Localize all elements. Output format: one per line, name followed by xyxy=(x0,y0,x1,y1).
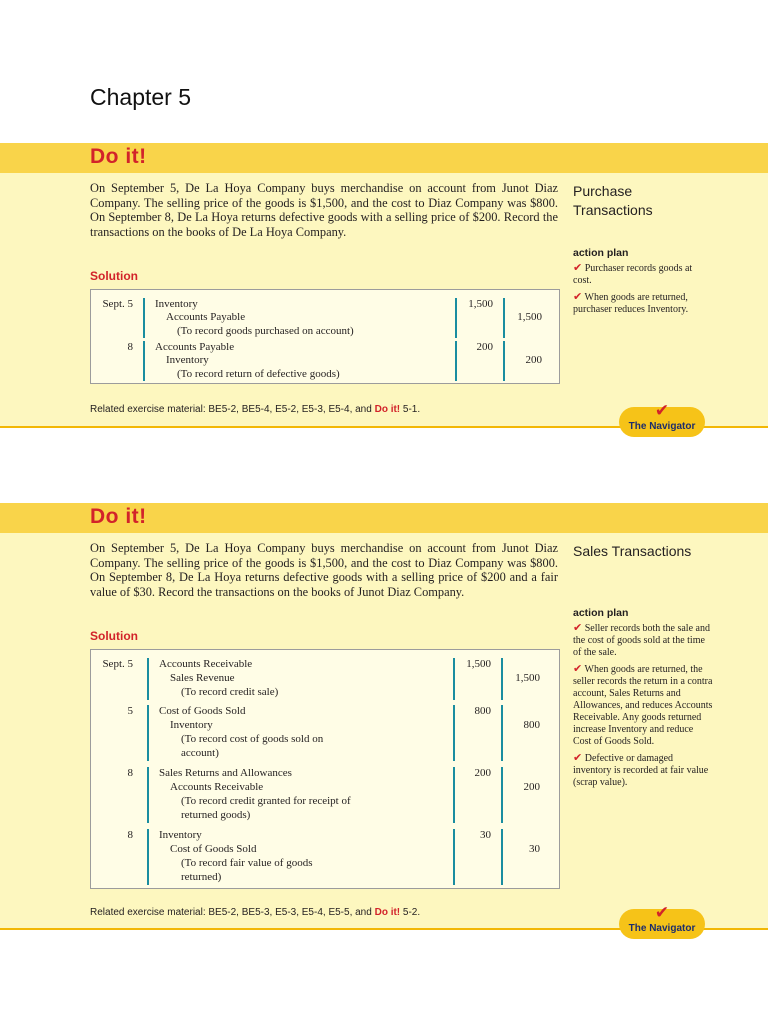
sidebar-topic-title: Purchase Transactions xyxy=(573,183,653,218)
action-plan-label: action plan xyxy=(573,607,629,619)
entry-memo: (To record credit granted for receipt of xyxy=(181,795,351,807)
do-it-heading: Do it! xyxy=(90,145,147,168)
entry-memo-continued: returned goods) xyxy=(181,809,251,821)
debit-rule xyxy=(147,829,149,885)
do-it-panel-1 xyxy=(0,143,768,432)
action-plan-list xyxy=(573,262,713,320)
do-it-panel-2 xyxy=(0,503,768,934)
chapter-title: Chapter 5 xyxy=(90,84,192,110)
journal-entry xyxy=(91,767,559,823)
entry-memo: (To record credit sale) xyxy=(181,686,279,698)
debit-rule xyxy=(143,341,145,381)
credit-account: Inventory xyxy=(170,719,213,731)
entry-memo: (To record return of defective goods) xyxy=(177,368,340,380)
debit-account: Inventory xyxy=(155,298,198,310)
solution-label: Solution xyxy=(90,629,138,643)
check-mark-icon: ✔ xyxy=(573,261,583,274)
debit-amount: 30 xyxy=(480,829,491,841)
debit-rule xyxy=(147,767,149,823)
entry-date: 8 xyxy=(127,767,133,779)
credit-amount: 200 xyxy=(525,354,542,366)
action-plan-item: ✔ When goods are returned, purchaser reduces Inventory. xyxy=(573,290,689,315)
debit-account: Accounts Receivable xyxy=(159,658,253,670)
debit-account: Cost of Goods Sold xyxy=(159,705,246,717)
entry-memo: (To record fair value of goods xyxy=(181,857,313,869)
credit-account: Accounts Receivable xyxy=(170,781,264,793)
debit-rule xyxy=(147,658,149,700)
check-mark-icon: ✔ xyxy=(573,662,583,675)
check-mark-icon: ✔ xyxy=(573,751,583,764)
related-exercise-material: Related exercise material: BE5-2, BE5-3, E5-3, E5-4, E5-5, and Do it! 5-2. xyxy=(90,907,421,918)
entry-memo: (To record goods purchased on account) xyxy=(177,325,354,337)
check-mark-icon: ✔ xyxy=(654,401,670,421)
entry-memo: (To record cost of goods sold on xyxy=(181,733,324,745)
entry-memo-continued: account) xyxy=(181,747,219,759)
debit-amount: 800 xyxy=(474,705,491,717)
journal-entry xyxy=(91,829,559,885)
journal-entries-box xyxy=(90,649,560,889)
journal-entry xyxy=(91,341,559,381)
entry-memo-continued: returned) xyxy=(181,871,222,883)
credit-amount: 30 xyxy=(529,843,540,855)
credit-column-rule xyxy=(501,705,503,761)
credit-account: Cost of Goods Sold xyxy=(170,843,257,855)
entry-date: 5 xyxy=(127,705,133,717)
credit-column-rule xyxy=(501,767,503,823)
debit-account: Inventory xyxy=(159,829,202,841)
action-plan-item: ✔ Seller records both the sale and the cost of goods sold at the time of the sale. xyxy=(573,621,710,658)
check-mark-icon: ✔ xyxy=(573,621,583,634)
action-plan-label: action plan xyxy=(573,247,629,259)
do-it-heading: Do it! xyxy=(90,505,147,528)
solution-label: Solution xyxy=(90,269,138,283)
credit-account: Sales Revenue xyxy=(170,672,235,684)
journal-entry xyxy=(91,658,559,700)
credit-amount: 200 xyxy=(523,781,540,793)
entry-date: Sept. 5 xyxy=(102,658,133,670)
debit-amount: 200 xyxy=(474,767,491,779)
action-plan-list xyxy=(573,622,713,793)
debit-account: Sales Returns and Allowances xyxy=(159,767,292,779)
debit-rule xyxy=(143,298,145,338)
debit-amount: 1,500 xyxy=(468,298,493,310)
problem-paragraph: On September 5, De La Hoya Company buys merchandise on account from Junot Diaz Company. The selling price of the goods is $1,500, and the cost to Diaz Company was $800. On September 8, De La Hoya returns defective goods with a selling price of $200. Record the transactions on the books of De La Hoya Company. xyxy=(90,181,558,239)
related-exercise-material: Related exercise material: BE5-2, BE5-4, E5-2, E5-3, E5-4, and Do it! 5-1. xyxy=(90,404,421,415)
debit-rule xyxy=(147,705,149,761)
credit-account: Accounts Payable xyxy=(166,311,246,323)
debit-amount: 200 xyxy=(476,341,493,353)
credit-amount: 1,500 xyxy=(517,311,542,323)
sidebar-topic-title: Sales Transactions xyxy=(573,543,692,559)
check-mark-icon: ✔ xyxy=(654,903,670,923)
entry-date: 8 xyxy=(127,829,133,841)
journal-entry xyxy=(91,298,559,338)
action-plan-item: ✔ Purchaser records goods at cost. xyxy=(573,261,693,286)
action-plan-item: ✔ When goods are returned, the seller records the return in a contra account, Sales Returns and Allowances, and reduces Accounts Receivable. Any goods returned increase Inventory and reduce Cost of Goods Sold. xyxy=(573,662,713,747)
entry-date: Sept. 5 xyxy=(102,298,133,310)
entry-date: 8 xyxy=(127,341,133,353)
credit-amount: 1,500 xyxy=(515,672,540,684)
navigator-badge[interactable]: ✔ The Navigator xyxy=(619,909,705,939)
credit-account: Inventory xyxy=(166,354,209,366)
journal-entry xyxy=(91,705,559,761)
debit-amount: 1,500 xyxy=(466,658,491,670)
debit-account: Accounts Payable xyxy=(155,341,235,353)
problem-paragraph: On September 5, De La Hoya Company buys merchandise on account from Junot Diaz Company. The selling price of the goods is $1,500, and the cost to Diaz Company was $800. On September 8, De La Hoya returns defective goods with a selling price of $200 and a fair value of $30. Record the transactions on the books of Junot Diaz Company. xyxy=(90,541,558,599)
credit-amount: 800 xyxy=(523,719,540,731)
journal-entries-box xyxy=(90,289,560,384)
check-mark-icon: ✔ xyxy=(573,290,583,303)
navigator-badge[interactable]: ✔ The Navigator xyxy=(619,407,705,437)
action-plan-item: ✔ Defective or damaged inventory is recorded at fair value (scrap value). xyxy=(573,751,709,788)
credit-column-rule xyxy=(501,829,503,885)
